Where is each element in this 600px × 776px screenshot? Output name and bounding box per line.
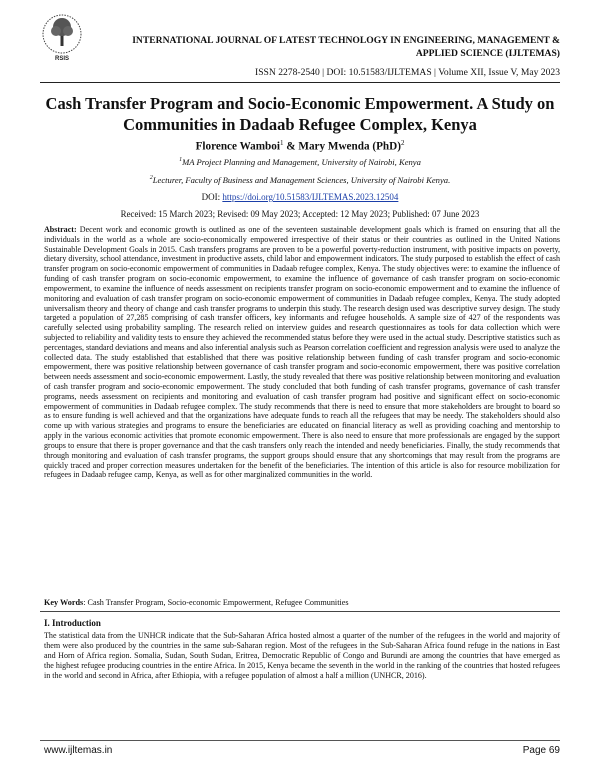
journal-name: INTERNATIONAL JOURNAL OF LATEST TECHNOLOGY IN ENGINEERING, MANAGEMENT & APPLIED SCIENCE (IJLTEMAS) [132,35,560,59]
section-divider [40,611,560,612]
authors [40,139,560,153]
footer-divider [40,740,560,741]
author-2: & Mary Mwenda (PhD) [283,140,401,153]
publication-dates: Received: 15 March 2023; Revised: 09 May 2023; Accepted: 12 May 2023; Published: 07 June 2023 [120,209,480,219]
abstract-label: Abstract: [44,225,77,234]
intro-paragraph: The statistical data from the UNHCR indicate that the Sub-Saharan Africa hosted almost a quarter of the number of the refugees in the world and majority of them were also produced by the countries in the same sub-Saharan region. Most of the refugees in the Sub-Saharan Africa found refuge in the nations in East and Horn of Africa region. Somalia, Sudan, South Sudan, Eritrea, Democratic Republic of Congo and Burundi are among the countries that have emerged as the highest refugee producing countries in the entire Africa. In 2015, Kenya became the seventh in the world in the ranking of the countries that hosted refugees in the world and second in Africa, after Ethiopia, with a refugee population of almost a half a million (UNHCR, 2016). [44,631,560,680]
keywords [44,598,560,607]
journal-logo [36,10,88,62]
author-2-sup: 2 [400,139,405,147]
affiliation-1: $^1$MA Project Planning and Management, University of Nairobi, Kenya [179,157,421,167]
paper-title: Cash Transfer Program and Socio-Economic Empowerment. A Study on Communities in Dadaab Refugee Complex, Kenya [45,94,555,134]
abstract-text: Decent work and economic growth is outlined as one of the seventeen sustainable development goals which is framed on ensuring that all the individuals in the world as a whole are socio-economically empowered irrespective of their status or their countries as outlined in the United Nations Sustainable Development Goals in 2015. Cash transfers programs are proven to be a powerful poverty-reduction instrument, with positive impacts on poverty, dietary diversity, school attendance, investment in productive assets, child labor and empowerment indicators. The study purposed to establish the effect of cash transfer program on socio-economic empowerment of communities in Dadaab refugee complex, Kenya. The study objectives were: to examine the influence of funding of cash transfer program on socio-economic empowerment, to examine the influence of governance of cash transfer program on socio-economic empowerment, to examine the influence of needs assessment on recipients transfer program on socio-economic empowerment and to examine the influence of monitoring and evaluation of cash transfer program on socio-economic empowerment of communities in Dadaab refugee complex, Kenya. The study adopted universalism theory and theory of change and cash transfer programs to underpin this study. The research design used was descriptive survey design. The study targeted a population of 27,285 comprising of cash transfer officers, key informants and refugee households. A sample size of 427 of the respondents was carefully selected using probability sampling. The research relied on interview guides and research questionnaires as tools for data collection which were subjected to reliability and validity tests to ensure they achieved the recommended status before they were used in the actual study. Descriptive statistics such as percentages, standard deviations and means and also inferential analysis such as Pearson correlation coefficient and regression analysis were used to analyze the collected data. The study established that established that there was positive relationship between funding of cash transfer program and socio-economic empowerment, there was positive relationship between governance of cash transfer program and socio-economic empowerment, there was positive correlation between needs assessment and socio-economic empowerment. Lastly, the study revealed that there was positive relationship between monitoring and evaluation of cash transfer program and socio-economic empowerment. The study concluded that both funding of cash transfer programs, governance of cash transfer programs, needs assessment on recipients and monitoring and evaluation of cash transfer program had positive and significant effect on socio-economic empowerment of communities in Dadaab refugee complex. The study recommends that there is need to ensure that more stakeholders are brought to board so as to ensure funding is well achieved and that the organizations have adequate funds to reach all the refugees that may be needy. The stakeholders should also come up with various strategies and programs to ensure the beneficiaries are educated on financial literacy as well as providing coaching and mentorship to apply in the various economic activities that promote economic empowerment. There is also need to ensure that more professionals are engaged by the support groups to ensure that there is proper governance and that the cash transfers only reach the intended and needy beneficiaries. Finally, the study recommends that through monitoring and evaluation of cash transfer programs, the support groups should ensure that any shortcomings that may result from the programs are quickly traced and proper correction measures undertaken for the benefit of the beneficiaries. The intention of this article is also for resource mobilization for refugees in Dadaab refugee camp, Kenya, as well as for other marginalized communities in the world. [44,225,561,480]
footer-website: www.ijltemas.in [44,745,113,756]
affiliation-2: $^2$Lecturer, Faculty of Business and Management Sciences, University of Nairobi Kenya. [149,175,451,185]
page-number: Page 69 [522,745,560,756]
author-1-sup: 1 [279,139,284,147]
doi-link[interactable]: https://doi.org/10.51583/IJLTEMAS.2023.12504 [222,192,399,202]
keywords-text: : Cash Transfer Program, Socio-economic Empowerment, Refugee Communities [83,598,349,607]
section-heading: I. Introduction [44,618,101,628]
doi-line: DOI: https://doi.org/10.51583/IJLTEMAS.2023.12504 [201,192,399,202]
header-divider [40,82,560,83]
author-1: Florence Wamboi [195,140,280,153]
svg-text:RSIS: RSIS [54,56,70,62]
abstract [44,225,560,480]
issn-line: ISSN 2278-2540 | DOI: 10.51583/IJLTEMAS | Volume XII, Issue V, May 2023 [255,67,560,78]
keywords-label: Key Words [44,598,84,607]
